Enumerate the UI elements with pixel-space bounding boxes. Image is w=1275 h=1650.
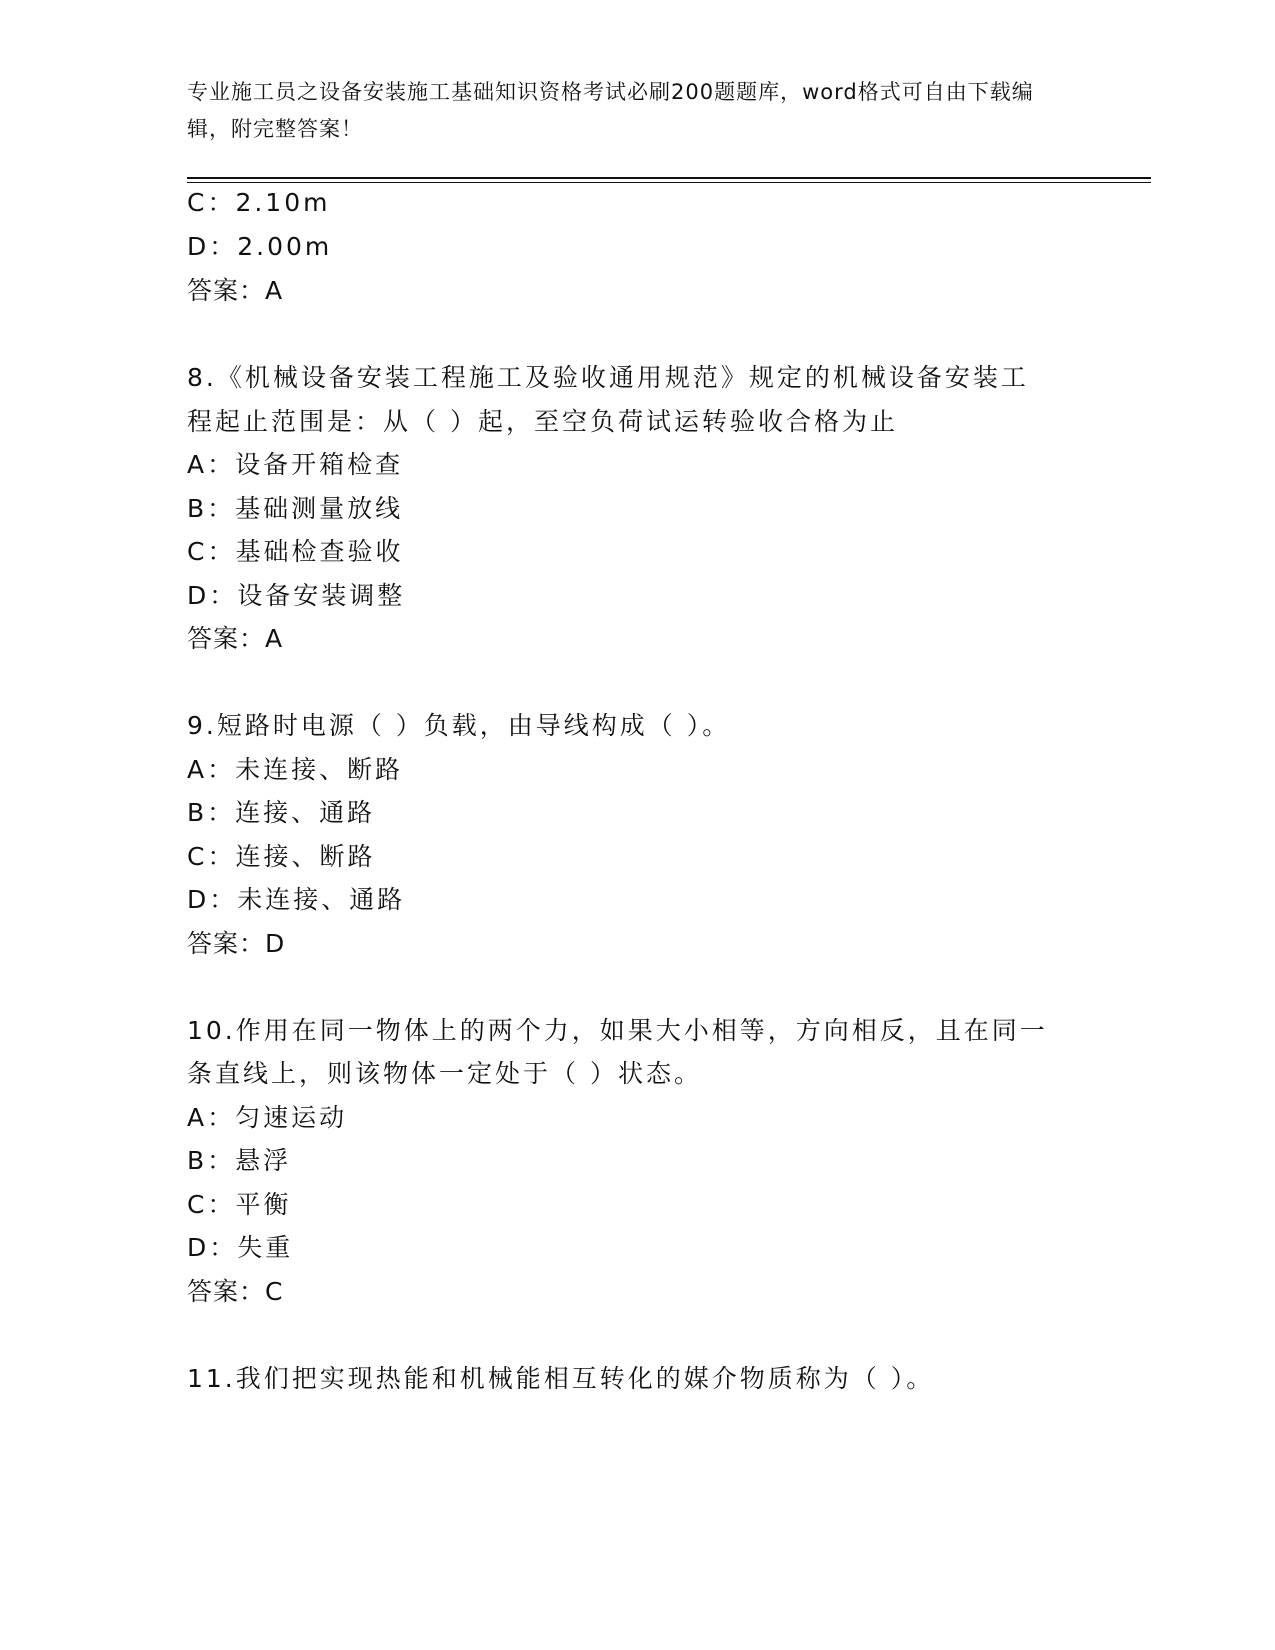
question-10-option-b: B：悬浮: [187, 1146, 292, 1175]
option-c: C：2.10m: [187, 188, 331, 217]
question-8-option-b: B：基础测量放线: [187, 494, 404, 523]
header-rule-thin: [187, 182, 1151, 183]
question-8-option-c: C：基础检查验收: [187, 537, 404, 566]
question-10-option-a: A：匀速运动: [187, 1103, 348, 1132]
question-8-option-a: A：设备开箱检查: [187, 450, 404, 479]
question-9-option-b: B：连接、通路: [187, 798, 376, 827]
option-d: D：2.00m: [187, 232, 333, 261]
question-10-option-d: D：失重: [187, 1233, 294, 1262]
question-10-stem-line-2: 条直线上，则该物体一定处于（ ）状态。: [187, 1059, 702, 1088]
question-8-answer: 答案：A: [187, 624, 284, 653]
question-10-answer: 答案：C: [187, 1277, 284, 1306]
question-9-option-a: A：未连接、断路: [187, 755, 404, 784]
question-9-answer: 答案：D: [187, 929, 286, 958]
question-10-option-c: C：平衡: [187, 1190, 292, 1219]
header-rule-thick: [187, 177, 1151, 179]
document-header: 专业施工员之设备安装施工基础知识资格考试必刷200题题库，word格式可自由下载编辑，附完整答案！: [187, 80, 1034, 141]
question-8-stem-line-1: 8.《机械设备安装工程施工及验收通用规范》规定的机械设备安装工: [187, 363, 1029, 392]
question-9-option-c: C：连接、断路: [187, 842, 376, 871]
question-8-option-d: D：设备安装调整: [187, 581, 406, 610]
answer-line: 答案：A: [187, 276, 284, 305]
question-8-stem-line-2: 程起止范围是：从（ ）起，至空负荷试运转验收合格为止: [187, 407, 898, 436]
question-11-stem-line-1: 11.我们把实现热能和机械能相互转化的媒介物质称为（ ）。: [187, 1364, 935, 1393]
question-9-option-d: D：未连接、通路: [187, 885, 406, 914]
question-9-stem-line-1: 9.短路时电源（ ）负载，由导线构成（ ）。: [187, 711, 731, 740]
question-10-stem-line-1: 10.作用在同一物体上的两个力，如果大小相等，方向相反，且在同一: [187, 1016, 1048, 1045]
